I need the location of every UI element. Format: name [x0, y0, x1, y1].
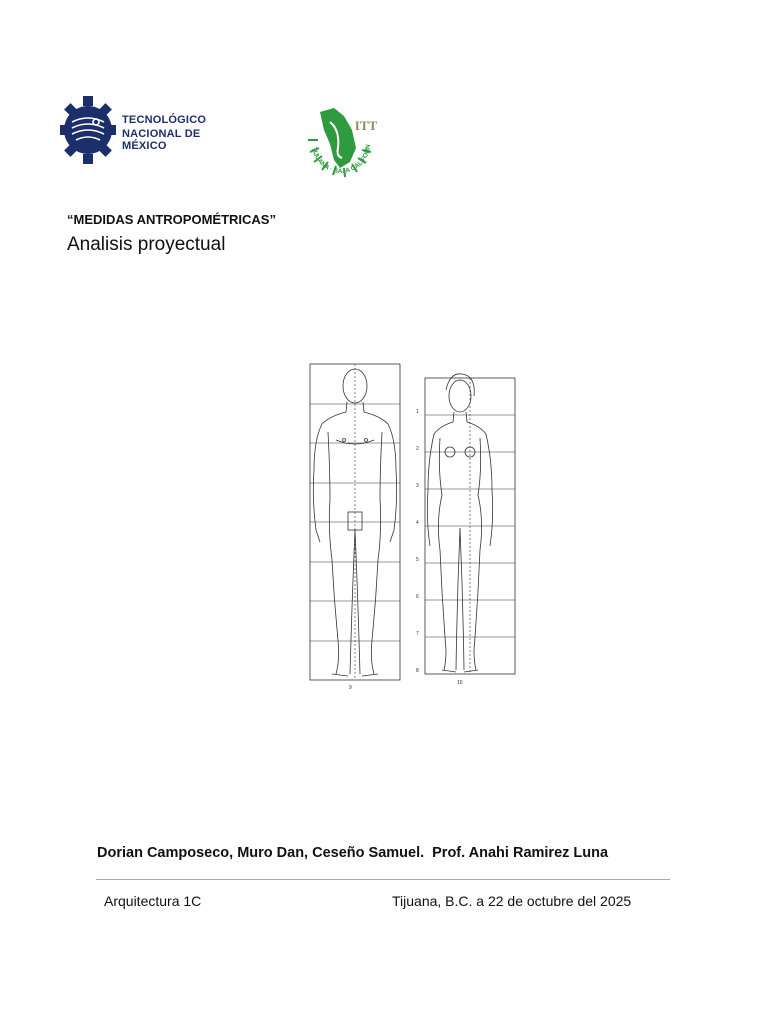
- gear-eagle-icon: [58, 92, 118, 168]
- document-title: Analisis proyectual: [67, 234, 226, 255]
- scale-number: 3: [416, 483, 419, 489]
- course: Arquitectura 1C: [104, 893, 202, 909]
- scale-number: 4: [416, 520, 419, 526]
- authors-line: [97, 845, 608, 861]
- institution-line2: NACIONAL DE MÉXICO: [122, 128, 201, 152]
- figure-caption-female: 10: [457, 680, 463, 686]
- human-proportions-figure: [300, 360, 535, 715]
- campus-ring-text: TIJUANA · BAJA CALIFORN: [310, 144, 373, 176]
- figure-caption-male: 9: [349, 685, 352, 691]
- scale-number: 8: [416, 668, 419, 674]
- professor: Prof. Anahi Ramirez Luna: [432, 845, 609, 861]
- itt-seal-icon: [300, 100, 382, 182]
- place-date: Tijuana, B.C. a 22 de octubre del 2025: [392, 893, 632, 909]
- tecnm-logo: [58, 92, 248, 168]
- institution-line1: TECNOLÓGICO: [122, 114, 207, 126]
- scale-number: 2: [416, 446, 419, 452]
- scale-number: 1: [416, 409, 419, 415]
- scale-number: 5: [416, 557, 419, 563]
- itt-logo-mark: ITT: [354, 118, 378, 133]
- document-subtitle: “MEDIDAS ANTROPOMÉTRICAS”: [67, 212, 276, 227]
- footer-divider: [96, 879, 670, 880]
- human-proportions-drawing-icon: [300, 360, 535, 715]
- authors: Dorian Camposeco, Muro Dan, Ceseño Samuel.: [97, 845, 425, 861]
- itt-logo: [300, 100, 382, 182]
- scale-number: 7: [416, 631, 419, 637]
- scale-number: 6: [416, 594, 419, 600]
